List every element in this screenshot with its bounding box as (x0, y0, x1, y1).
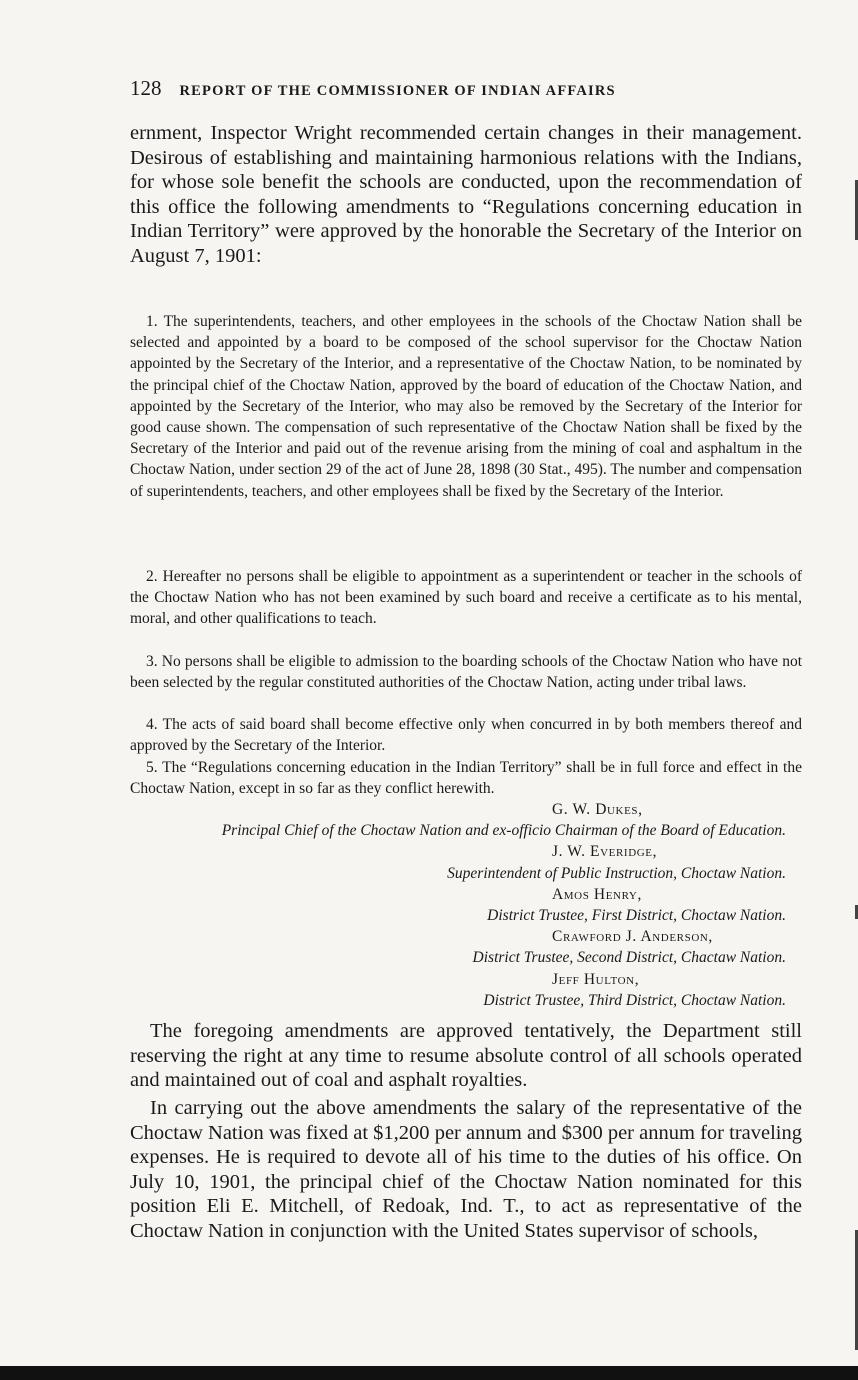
signature-block (130, 799, 786, 1011)
amendment-text: 5. The “Regulations concerning education in the Indian Territory” shall be in full force and effect in the Choctaw Nation, except in so far as they conflict herewith. (130, 759, 802, 798)
signatory-name: Jeff Hulton, (552, 970, 640, 988)
scan-bottom-border (0, 1366, 858, 1380)
amendment-4 (130, 714, 802, 756)
amendment-2 (130, 566, 802, 630)
signatory-title: Principal Chief of the Choctaw Nation and ex-officio Chairman of the Board of Education. (221, 822, 786, 840)
amendment-text: 4. The acts of said board shall become effective only when concurred in by both members thereof and approved by the Secretary of the Interior. (130, 716, 802, 755)
amendment-1 (130, 311, 802, 502)
body-paragraph: In carrying out the above amendments the salary of the representative of the Choctaw Nation was fixed at $1,200 per annum and $300 per annum for traveling expenses. He is required to devote all of his time to the duties of his office. On July 10, 1901, the principal chief of the Choctaw Nation nominated for this position Eli E. Mitchell, of Redoak, Ind. T., to act as representative of the Choctaw Nation in conjunction with the United States supervisor of schools, (130, 1097, 802, 1242)
amendment-3 (130, 651, 802, 693)
signatory-name: G. W. Dukes, (552, 801, 643, 818)
page-number: 128 (130, 76, 162, 100)
page-header (130, 76, 810, 104)
signatory-name: J. W. Everidge, (552, 843, 658, 861)
amendment-text: 1. The superintendents, teachers, and other employees in the schools of the Choctaw Nation shall be selected and appointed by a board to be composed of the school supervisor for the Choctaw Nation appointed by the Secretary of the Interior, and a representative of the Choctaw Nation, to be nominated by the principal chief of the Choctaw Nation, approved by the board of education of the Choctaw Nation, and appointed by the Secretary of the Interior, who may also be removed by the Secretary of the Interior for good cause shown. The compensation of such representative of the Choctaw Nation shall be fixed by the Secretary of the Interior and paid out of the revenue arising from the mining of coal and asphaltum in the Choctaw Nation, under section 29 of the act of June 28, 1898 (30 Stat., 495). The number and compensation of superintendents, teachers, and other employees shall be fixed by the Secretary of the Interior. (130, 313, 802, 500)
signatory-title: District Trustee, First District, Choctaw Nation. (487, 907, 786, 925)
signatory-title: District Trustee, Third District, Choctaw Nation. (483, 991, 786, 1009)
signatory-title: Superintendent of Public Instruction, Choctaw Nation. (447, 864, 786, 882)
signatory-name: Amos Henry, (552, 885, 642, 903)
running-title: REPORT OF THE COMMISSIONER OF INDIAN AFFAIRS (179, 83, 616, 99)
signatory-name: Crawford J. Anderson, (552, 928, 713, 946)
amendment-5 (130, 757, 802, 799)
intro-paragraph: ernment, Inspector Wright recommended certain changes in their management. Desirous of establishing and maintaining harmonious relations with the Indians, for whose sole benefit the schools are conducted, upon the recommendation of this office the following amendments to “Regulations concerning education in Indian Territory” were approved by the honorable the Secretary of the Interior on August 7, 1901: (130, 122, 802, 267)
amendment-text: 2. Hereafter no persons shall be eligible to appointment as a superintendent or teacher in the schools of the Choctaw Nation who has not been examined by such board and receive a certificate as to his mental, moral, and other qualifications to teach. (130, 568, 802, 628)
signatory-title: District Trustee, Second District, Chactaw Nation. (472, 949, 786, 967)
amendment-text: 3. No persons shall be eligible to admission to the boarding schools of the Choctaw Nation who have not been selected by the regular constituted authorities of the Choctaw Nation, acting under tribal laws. (130, 653, 802, 692)
body-paragraph: The foregoing amendments are approved tentatively, the Department still reserving the right at any time to resume absolute control of all schools operated and maintained out of coal and asphalt royalties. (130, 1020, 802, 1092)
